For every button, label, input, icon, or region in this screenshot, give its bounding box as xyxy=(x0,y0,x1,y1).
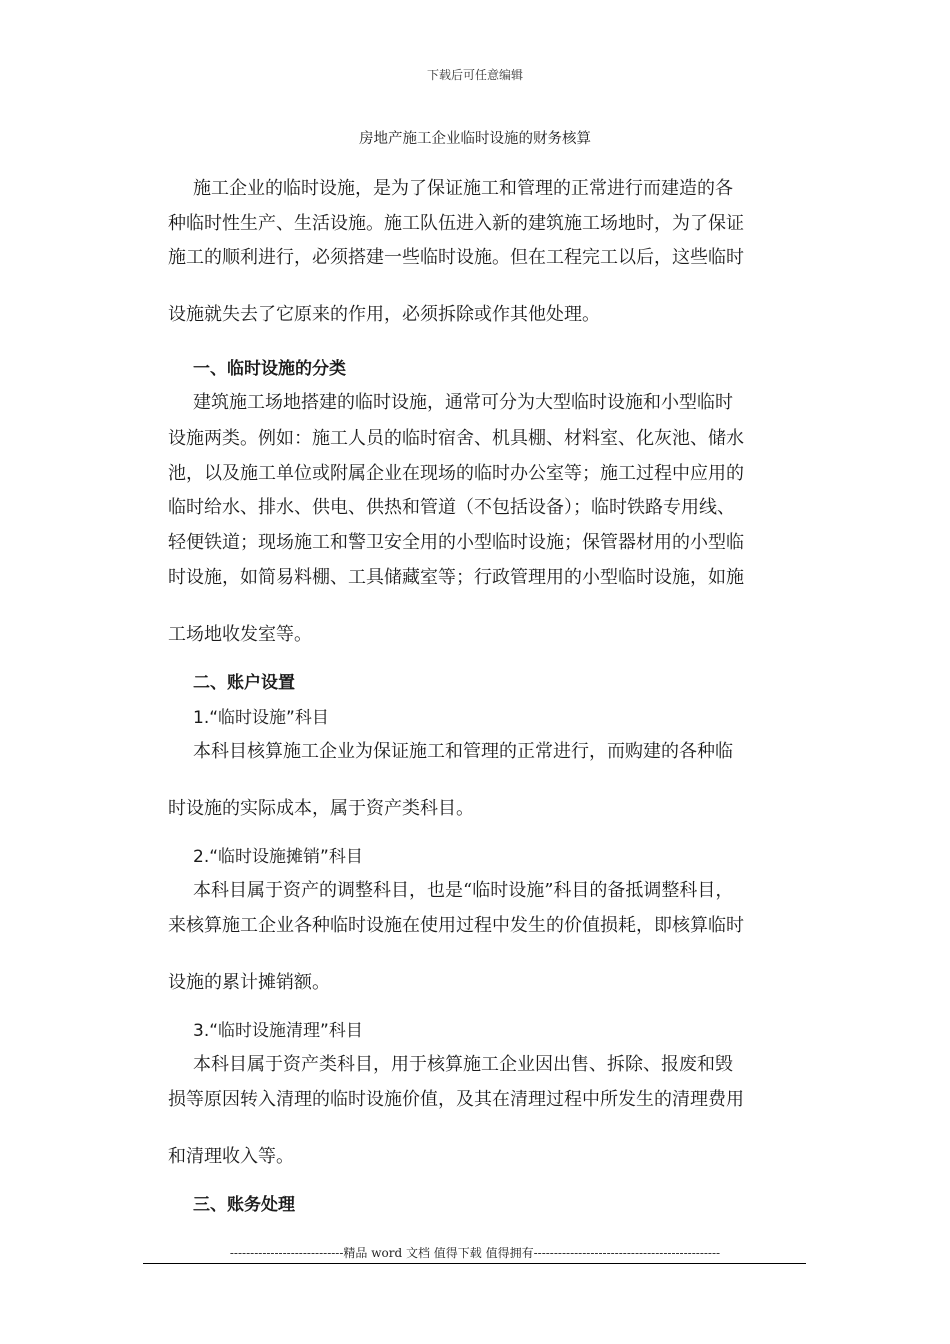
item-3-heading: 3.“临时设施清理”科目 xyxy=(193,1021,363,1041)
intro-line-1: 施工企业的临时设施，是为了保证施工和管理的正常进行而建造的各 xyxy=(193,178,733,199)
footer-rule xyxy=(143,1263,806,1264)
item-3-line-1: 本科目属于资产类科目，用于核算施工企业因出售、拆除、报废和毁 xyxy=(193,1054,733,1075)
section-1-line-3: 池，以及施工单位或附属企业在现场的临时办公室等；施工过程中应用的 xyxy=(168,463,744,484)
item-2-line-3: 设施的累计摊销额。 xyxy=(168,972,330,993)
section-1-line-1: 建筑施工场地搭建的临时设施，通常可分为大型临时设施和小型临时 xyxy=(193,392,733,413)
section-2-heading: 二、账户设置 xyxy=(193,673,295,693)
section-1-line-7: 工场地收发室等。 xyxy=(168,624,312,645)
item-1-heading: 1.“临时设施”科目 xyxy=(193,708,329,728)
intro-line-4: 设施就失去了它原来的作用，必须拆除或作其他处理。 xyxy=(168,304,600,325)
section-3-heading: 三、账务处理 xyxy=(193,1195,295,1215)
section-1-line-4: 临时给水、排水、供电、供热和管道（不包括设备）；临时铁路专用线、 xyxy=(168,497,735,518)
intro-line-3: 施工的顺利进行，必须搭建一些临时设施。但在工程完工以后，这些临时 xyxy=(168,247,744,268)
item-1-line-2: 时设施的实际成本，属于资产类科目。 xyxy=(168,798,474,819)
item-3-line-3: 和清理收入等。 xyxy=(168,1146,294,1167)
document-title: 房地产施工企业临时设施的财务核算 xyxy=(359,131,591,147)
section-1-heading: 一、临时设施的分类 xyxy=(193,359,346,379)
intro-line-2: 种临时性生产、生活设施。施工队伍进入新的建筑施工场地时，为了保证 xyxy=(168,213,744,234)
section-1-line-2: 设施两类。例如：施工人员的临时宿舍、机具棚、材料室、化灰池、储水 xyxy=(168,428,744,449)
page-header: 下载后可任意编辑 xyxy=(426,68,523,82)
item-2-heading: 2.“临时设施摊销”科目 xyxy=(193,847,363,867)
item-3-line-2: 损等原因转入清理的临时设施价值，及其在清理过程中所发生的清理费用 xyxy=(168,1089,744,1110)
footer-text: ----------------------------精品 word 文档 值得下载 值得拥有---------------------------------------------- xyxy=(229,1246,721,1260)
section-1-line-5: 轻便铁道；现场施工和警卫安全用的小型临时设施；保管器材用的小型临 xyxy=(168,532,744,553)
item-2-line-2: 来核算施工企业各种临时设施在使用过程中发生的价值损耗，即核算临时 xyxy=(168,915,744,936)
item-1-line-1: 本科目核算施工企业为保证施工和管理的正常进行，而购建的各种临 xyxy=(193,741,733,762)
section-1-line-6: 时设施，如简易料棚、工具储藏室等；行政管理用的小型临时设施，如施 xyxy=(168,567,744,588)
item-2-line-1: 本科目属于资产的调整科目，也是“临时设施”科目的备抵调整科目， xyxy=(193,880,734,901)
